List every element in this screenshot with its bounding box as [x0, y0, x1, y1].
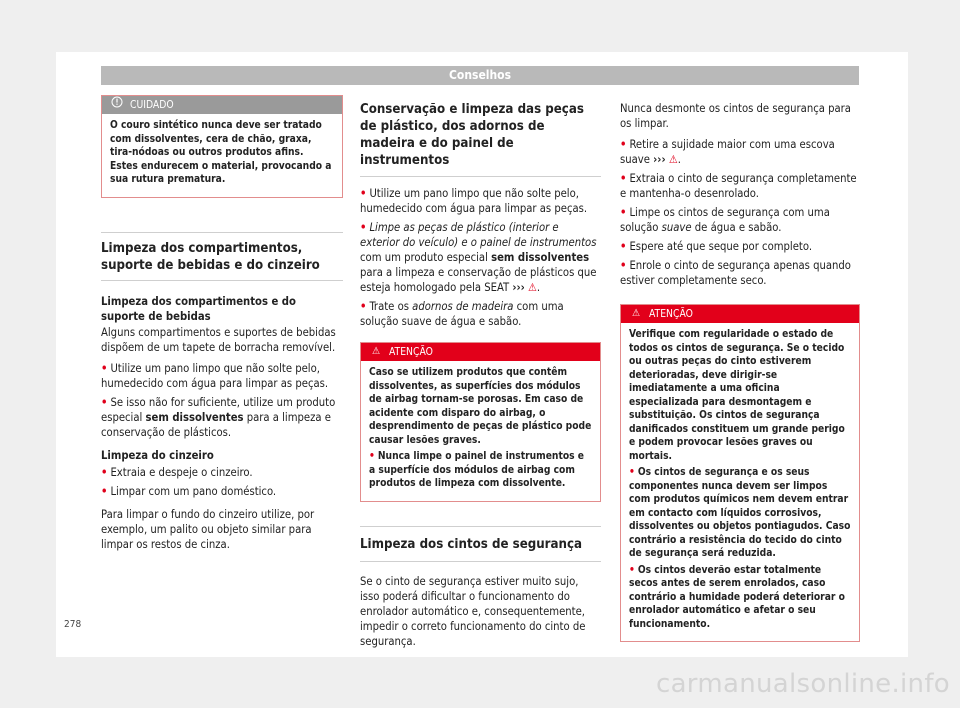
list-item: • Limpe os cintos de segurança com uma solução suave de água e sabão.	[620, 206, 830, 234]
column-1	[101, 95, 343, 558]
list-item: • Enrole o cinto de segurança apenas quando estiver completamente seco.	[620, 259, 851, 287]
caution-paragraph: O couro sintético nunca deve ser tratado com dissolventes, cera de chão, graxa, tira-nódoas ou outros produtos afins. Estes endurecem o material, provocando a sua rutura prematura.	[110, 120, 332, 185]
warning-text	[361, 361, 600, 501]
subhead-compartments: Limpeza dos compartimentos e do suporte de bebidas	[101, 294, 296, 323]
caution-box-header	[102, 96, 342, 114]
list-item: • Retire a sujidade maior com uma escova suave ››› ⚠.	[620, 138, 835, 166]
arrow-ref-icon: ›››	[653, 153, 666, 166]
list-item: • Os cintos de segurança e os seus componentes nunca devem ser limpos com produtos químicos nem devem entrar em contacto com líquidos corrosivos, dissolventes ou objetos pontiagudos. Caso contrário a resistência do tecido do cinto de segurança será reduzida.	[629, 467, 851, 559]
list-item: • Espere até que seque por completo.	[620, 240, 813, 253]
list-item: • Os cintos deverão estar totalmente secos antes de serem enrolados, caso contrário a humidade poderá deteriorar o enrolador automático e afetar o seu funcionamento.	[629, 564, 845, 630]
page-number: 278	[64, 619, 82, 630]
list-item: • Se isso não for suficiente, utilize um produto especial sem dissolventes para a limpeza e conservação de plásticos.	[101, 395, 336, 439]
list-item: • Nunca limpe o painel de instrumentos e a superfície dos módulos de airbag com produtos de limpeza com dissolvente.	[369, 451, 584, 489]
warning-label: ATENÇÃO	[389, 346, 433, 358]
caution-text	[102, 114, 342, 197]
column-2	[360, 95, 601, 655]
paragraph: Alguns compartimentos e suportes de bebidas dispõem de um tapete de borracha removível.	[101, 325, 336, 354]
subhead-ashtray: Limpeza do cinzeiro	[101, 448, 214, 462]
caution-label: CUIDADO	[130, 99, 174, 111]
paragraph: Para limpar o fundo do cinzeiro utilize, por exemplo, um palito ou objeto similar para limpar os restos de cinza.	[101, 507, 315, 551]
warning-paragraph: Caso se utilizem produtos que contêm dissolventes, as superfícies dos módulos de airbag tornam-se porosas. Em caso de acidente com disparo do airbag, o desprendimento de peças de plástico pode causar lesões graves.	[369, 367, 592, 446]
section-title-compartments: Limpeza dos compartimentos, suporte de bebidas e do cinzeiro	[101, 240, 320, 273]
list-item: • Limpar com um pano doméstico.	[101, 484, 277, 498]
warning-box-seatbelts	[620, 304, 860, 642]
warning-triangle-icon: ⚠	[631, 308, 641, 319]
list-item: • Utilize um pano limpo que não solte pelo, humedecido com água para limpar as peças.	[101, 361, 329, 390]
caution-box	[101, 95, 343, 198]
paragraph: Nunca desmonte os cintos de segurança para os limpar.	[620, 102, 851, 130]
page-header: Conselhos	[101, 66, 859, 85]
warning-label: ATENÇÃO	[649, 308, 693, 320]
info-circle-icon	[110, 96, 124, 115]
warning-box-header	[361, 343, 600, 361]
arrow-ref-icon: ›››	[512, 281, 525, 294]
warning-paragraph: Verifique com regularidade o estado de todos os cintos de segurança. Se o tecido ou outras peças do cinto estiverem deterioradas, deve dirigir-se imediatamente a uma oficina especializada para desmontagem e substituição. Os cintos de segurança danificados constituem um grande perigo e podem provocar lesões graves ou mortais.	[629, 329, 845, 462]
warning-triangle-icon: ⚠	[528, 281, 537, 294]
warning-text	[621, 323, 859, 641]
list-item: • Limpe as peças de plástico (interior e exterior do veículo) e o painel de instrumentos com um produto especial sem dissolventes para a limpeza e conservação de plásticos que esteja homologado pela SEAT ››› ⚠.	[360, 221, 597, 294]
section-title-plastics: Conservação e limpeza das peças de plástico, dos adornos de madeira e do painel de instrumentos	[360, 102, 584, 168]
list-item: • Trate os adornos de madeira com uma solução suave de água e sabão.	[360, 300, 564, 328]
list-item: • Extraia e despeje o cinzeiro.	[101, 465, 253, 479]
warning-triangle-icon: ⚠	[668, 153, 678, 166]
paragraph: Se o cinto de segurança estiver muito sujo, isso poderá dificultar o funcionamento do enrolador automático e, consequentemente, impedir o correto funcionamento do cinto de segurança.	[360, 574, 586, 648]
warning-box-header	[621, 305, 859, 323]
list-item: • Utilize um pano limpo que não solte pelo, humedecido com água para limpar as peças.	[360, 187, 588, 215]
section-title-seatbelts: Limpeza dos cintos de segurança	[360, 536, 583, 552]
warning-triangle-icon: ⚠	[371, 346, 381, 357]
list-item: • Extraia o cinto de segurança completamente e mantenha-o desenrolado.	[620, 172, 857, 200]
column-3	[620, 95, 860, 642]
warning-box-airbag	[360, 342, 601, 502]
watermark: carmanualsonline.info	[655, 669, 950, 699]
